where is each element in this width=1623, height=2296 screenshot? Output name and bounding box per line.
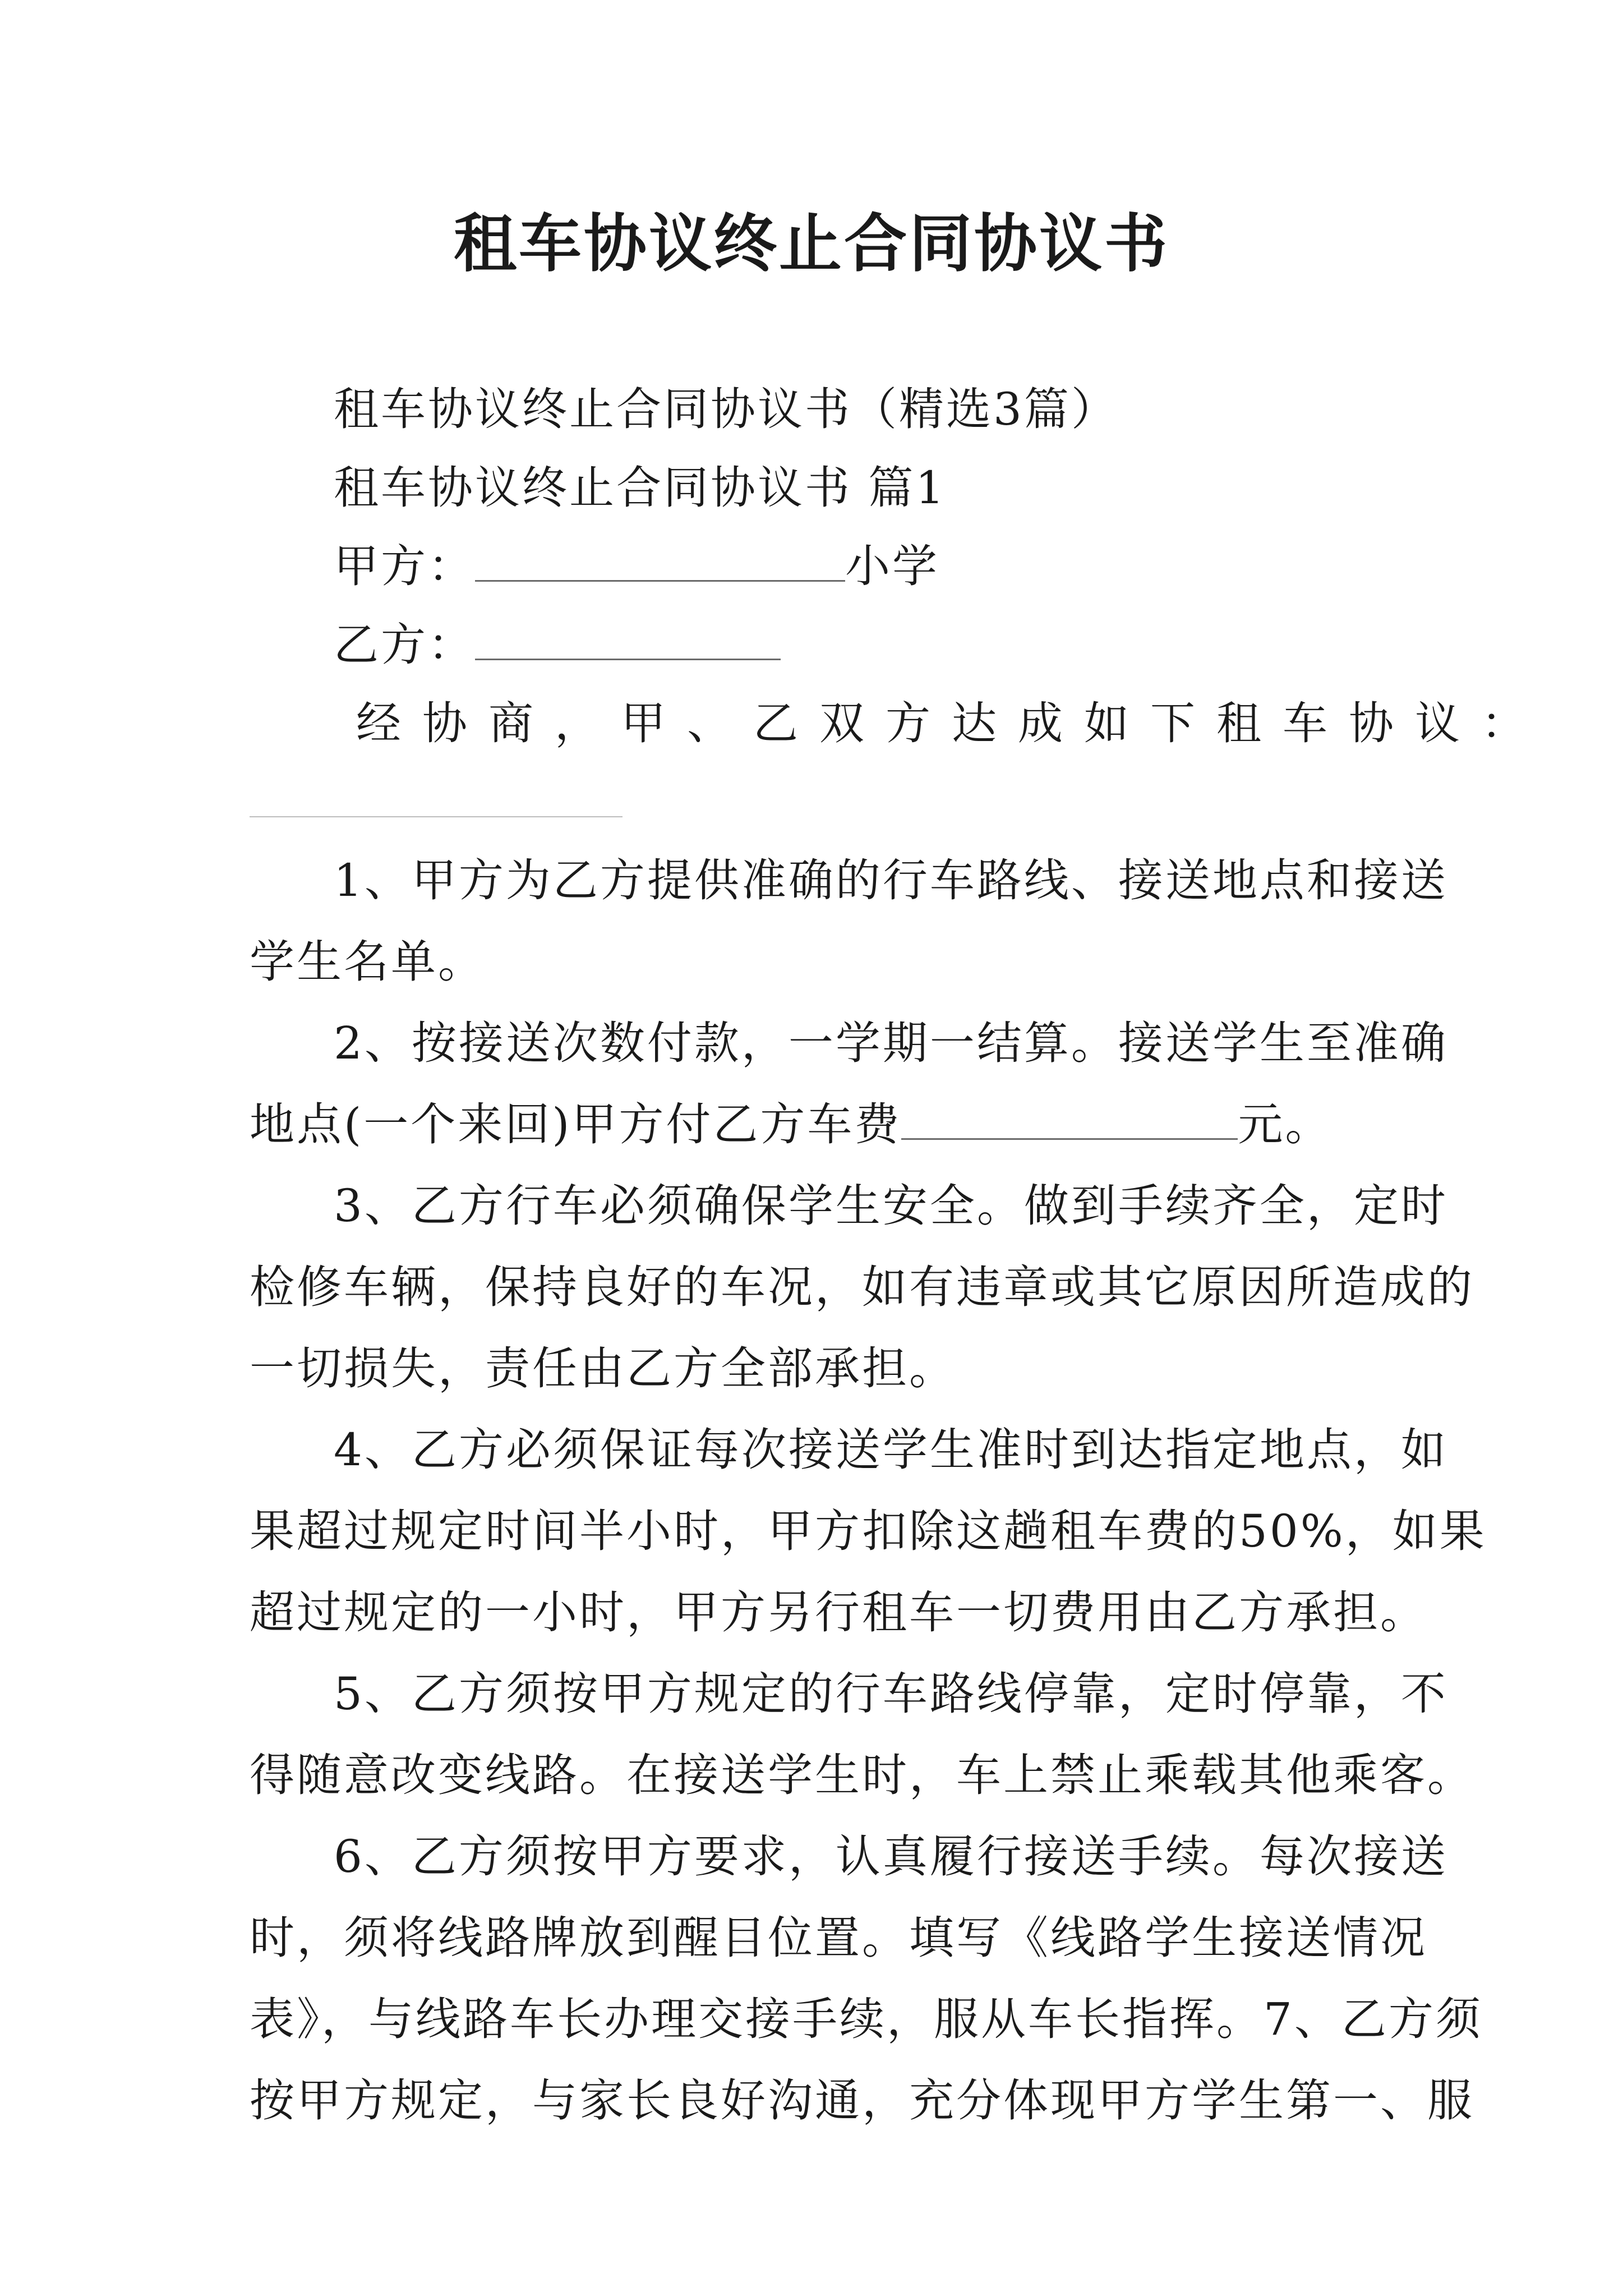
clause-line: 5、乙方须按甲方规定的行车路线停靠，定时停靠，不	[334, 1668, 1448, 1720]
party-a-line	[334, 539, 939, 595]
party-a-label: 甲方：	[334, 540, 475, 592]
clause-line: 3、乙方行车必须确保学生安全。做到手续齐全，定时	[334, 1180, 1448, 1232]
clause-line: 超过规定的一小时，甲方另行租车一切费用由乙方承担。	[250, 1586, 1427, 1639]
clause-line: 学生名单。	[250, 936, 485, 988]
agreement-intro: 经协商，甲、乙双方达成如下租车协议：	[356, 697, 1547, 749]
clause-line: 1、甲方为乙方提供准确的行车路线、接送地点和接送	[334, 854, 1448, 907]
clause-line: 6、乙方须按甲方要求，认真履行接送手续。每次接送	[334, 1830, 1448, 1883]
clause-text: 地点(一个来回)甲方付乙方车费	[250, 1098, 902, 1151]
clause-text: 元。	[1238, 1098, 1332, 1151]
clause-line: 按甲方规定，与家长良好沟通，充分体现甲方学生第一、服	[250, 2074, 1474, 2127]
party-b-line	[334, 617, 781, 673]
clause-line: 表》，与线路车长办理交接手续，服从车长指挥。7、乙方须	[250, 1993, 1483, 2045]
party-a-suffix: 小学	[845, 540, 939, 592]
separator-line	[250, 816, 623, 817]
clause-line: 2、按接送次数付款，一学期一结算。接送学生至准确	[334, 1017, 1448, 1069]
clause-line: 果超过规定时间半小时，甲方扣除这趟租车费的50%，如果	[250, 1505, 1487, 1557]
party-a-blank[interactable]	[475, 541, 845, 582]
part-heading: 租车协议终止合同协议书 篇1	[334, 462, 947, 514]
party-b-blank[interactable]	[475, 619, 781, 660]
clause-line: 一切损失，责任由乙方全部承担。	[250, 1342, 956, 1395]
clause-line: 检修车辆，保持良好的车况，如有违章或其它原因所造成的	[250, 1261, 1474, 1313]
fee-blank[interactable]	[901, 1099, 1238, 1140]
clause-line: 4、乙方必须保证每次接送学生准时到达指定地点，如	[334, 1424, 1448, 1476]
document-subtitle: 租车协议终止合同协议书（精选3篇）	[334, 383, 1118, 435]
clause-line-with-blank	[250, 1097, 1332, 1153]
document-title: 租车协议终止合同协议书	[454, 207, 1169, 280]
party-b-label: 乙方：	[334, 619, 475, 671]
clause-line: 得随意改变线路。在接送学生时，车上禁止乘载其他乘客。	[250, 1749, 1474, 1801]
clause-line: 时，须将线路牌放到醒目位置。填写《线路学生接送情况	[250, 1912, 1427, 1964]
